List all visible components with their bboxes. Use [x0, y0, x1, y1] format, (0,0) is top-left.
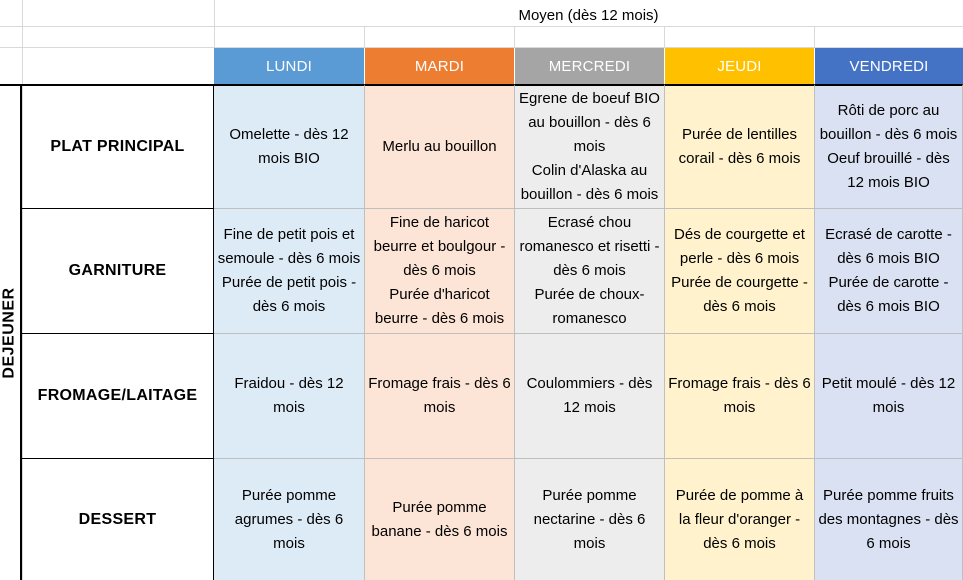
meal-text: Colin d'Alaska au bouillon - dès 6 mois [520, 162, 659, 203]
meal-cell-mercredi-garniture [515, 209, 665, 334]
meal-cell-vendredi-dessert [815, 459, 963, 580]
meal-text: Purée de pomme à la fleur d'oranger - dès 6 mois [675, 486, 804, 552]
meal-text: Purée d'haricot beurre - dès 6 mois [374, 286, 505, 327]
meal-text: Purée pomme banane - dès 6 mois [371, 498, 508, 540]
day-header-mardi: MARDI [365, 48, 515, 84]
meal-cell-jeudi-dessert [665, 459, 815, 580]
meal-text: Fine de petit pois et semoule - dès 6 mois [217, 226, 361, 267]
day-header-vendredi: VENDREDI [815, 48, 963, 84]
day-header-mercredi: MERCREDI [515, 48, 665, 84]
meal-text: Egrene de boeuf BIO au bouillon - dès 6 mois [519, 90, 660, 155]
meal-cell-lundi-plat [214, 84, 365, 209]
meal-text: Omelette - dès 12 mois BIO [229, 126, 349, 167]
row-label-plat-principal: PLAT PRINCIPAL [22, 84, 214, 209]
meal-cell-jeudi-plat [665, 84, 815, 209]
meal-text: Purée de lentilles corail - dès 6 mois [678, 126, 801, 167]
meal-text: Purée de choux-romanesco [534, 286, 645, 327]
menu-title: Moyen (dès 12 mois) [518, 6, 659, 24]
meal-text: Purée pomme fruits des montagnes - dès 6 mois [818, 486, 959, 552]
meal-text: Purée de carotte - dès 6 mois BIO [828, 274, 949, 315]
meal-cell-vendredi-garniture [815, 209, 963, 334]
meal-cell-mardi-fromage [365, 334, 515, 459]
day-header-lundi: LUNDI [214, 48, 365, 84]
meal-text: Purée pomme nectarine - dès 6 mois [533, 486, 646, 552]
meal-cell-lundi-fromage [214, 334, 365, 459]
row-label-fromage-laitage: FROMAGE/LAITAGE [22, 334, 214, 459]
meal-text: Purée de courgette - dès 6 mois [671, 274, 808, 315]
meal-cell-mercredi-fromage [515, 334, 665, 459]
day-header-jeudi: JEUDI [665, 48, 815, 84]
meal-text: Purée pomme agrumes - dès 6 mois [234, 486, 344, 552]
meal-text: Fromage frais - dès 6 mois [668, 375, 811, 416]
meal-cell-jeudi-garniture [665, 209, 815, 334]
section-label-text: DEJEUNER [1, 287, 19, 379]
row-label-garniture: GARNITURE [22, 209, 214, 334]
row-label-dessert: DESSERT [22, 459, 214, 580]
meal-cell-jeudi-fromage [665, 334, 815, 459]
meal-cell-vendredi-fromage [815, 334, 963, 459]
meal-text: Ecrasé de carotte - dès 6 mois BIO [825, 226, 952, 267]
meal-text: Purée de petit pois - dès 6 mois [221, 274, 357, 315]
meal-cell-mercredi-plat [515, 84, 665, 209]
meal-text: Rôti de porc au bouillon - dès 6 mois [819, 102, 958, 143]
meal-text: Coulommiers - dès 12 mois [526, 375, 653, 416]
meal-text: Dés de courgette et perle - dès 6 mois [674, 226, 805, 267]
meal-cell-mardi-dessert [365, 459, 515, 580]
meal-cell-lundi-garniture [214, 209, 365, 334]
meal-cell-mardi-plat [365, 84, 515, 209]
meal-text: Fromage frais - dès 6 mois [368, 375, 511, 416]
meal-text: Fraidou - dès 12 mois [234, 375, 344, 416]
meal-cell-mardi-garniture [365, 209, 515, 334]
meal-cell-vendredi-plat [815, 84, 963, 209]
meal-text: Petit moulé - dès 12 mois [821, 375, 956, 416]
meal-text: Fine de haricot beurre et boulgour - dès 6 mois [373, 214, 506, 279]
meal-text: Ecrasé chou romanesco et risetti - dès 6 mois [519, 214, 660, 279]
meal-cell-lundi-dessert [214, 459, 365, 580]
meal-text: Oeuf brouillé - dès 12 mois BIO [827, 150, 950, 191]
meal-text: Merlu au bouillon [382, 138, 497, 155]
section-label-dejeuner [0, 84, 22, 580]
meal-cell-mercredi-dessert [515, 459, 665, 580]
